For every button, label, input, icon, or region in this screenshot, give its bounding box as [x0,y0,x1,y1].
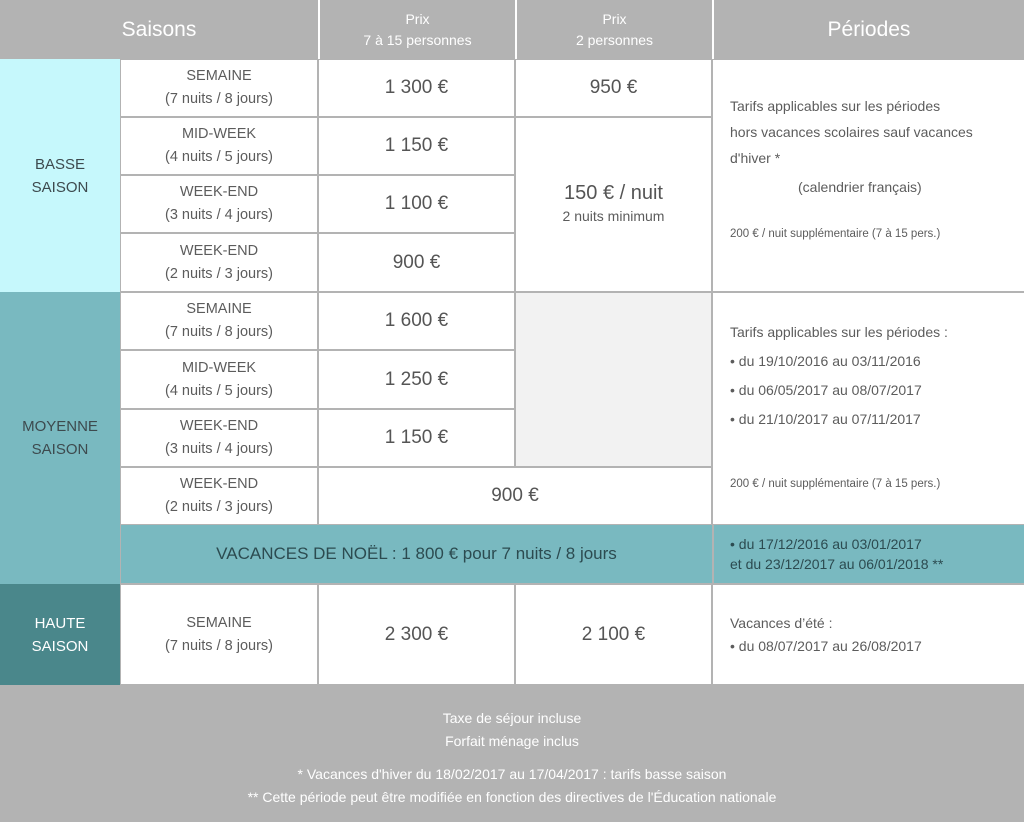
formula-type: SEMAINE [186,68,252,84]
formula-type: SEMAINE [186,614,252,631]
noel-periods [714,525,1024,583]
price-value: 900 € [491,485,539,506]
price-value: 2 300 € [384,623,449,645]
extra-night-note: 200 € / nuit supplémentaire (7 à 15 pers.) [730,228,941,240]
cleaning-note: Forfait ménage inclus [445,733,579,749]
basse-row1-formula [121,60,317,116]
basse-price2-per-night [516,118,711,291]
season-haute-line2: SAISON [31,637,89,655]
season-haute [0,584,120,685]
formula-type: MID-WEEK [181,126,257,142]
moyenne-row3-price1 [319,410,514,466]
header-prix-couple [517,0,712,59]
formula-type: WEEK-END [179,242,259,259]
header-prix-group-line1: Prix [405,10,430,27]
price-value: 1 600 € [384,310,449,331]
price-per-night: 150 € / nuit [564,181,663,204]
season-basse-line1: BASSE [34,155,86,173]
season-basse-line2: SAISON [31,178,89,196]
header-prix-group [320,0,515,59]
price-value: 1 150 € [384,135,449,156]
basse-row2-price1 [319,118,514,174]
header-saisons [0,0,318,59]
season-moyenne [0,292,120,584]
formula-duration: (4 nuits / 5 jours) [165,149,273,165]
header-saisons-label: Saisons [121,17,197,41]
period-line: hors vacances scolaires sauf vacances [730,124,973,140]
moyenne-row3-formula [121,410,317,466]
price-value: 2 100 € [581,623,646,645]
noel-label: VACANCES DE NOËL : 1 800 € pour 7 nuits / 8 jours [216,544,617,563]
formula-duration: (7 nuits / 8 jours) [165,91,273,107]
header-periodes [714,0,1024,59]
price-value: 1 100 € [384,193,449,214]
haute-price1 [319,585,514,684]
formula-type: WEEK-END [179,184,259,200]
moyenne-row1-price1 [319,293,514,349]
footer-notes [0,762,1024,810]
basse-row4-formula [121,234,317,291]
price-value: 1 150 € [384,427,449,448]
basse-periods [713,60,1024,291]
noel-period-item: • du 17/12/2016 au 03/01/2017 [730,534,1024,554]
formula-duration: (7 nuits / 8 jours) [165,324,273,340]
header-prix-couple-line1: Prix [602,10,627,27]
basse-row3-price1 [319,176,514,232]
basse-row4-price1 [319,234,514,291]
price-value: 950 € [589,77,638,98]
price-value: 1 250 € [384,368,449,390]
formula-type: WEEK-END [179,418,259,434]
basse-row1-price2 [516,60,711,116]
footnote-education: ** Cette période peut être modifiée en fonction des directives de l'Éducation nationale [247,789,777,805]
formula-type: SEMAINE [186,301,252,317]
extra-night-note: 200 € / nuit supplémentaire (7 à 15 pers.) [730,478,941,490]
moyenne-row2-price1 [319,351,514,408]
formula-duration: (3 nuits / 4 jours) [165,207,273,223]
moyenne-row4-price-merged [319,468,711,524]
moyenne-row4-formula [121,468,317,524]
formula-duration: (3 nuits / 4 jours) [165,441,273,457]
header-prix-couple-line2: 2 personnes [575,31,654,48]
price-value: 900 € [392,251,441,273]
moyenne-row1-formula [121,293,317,349]
haute-periods [713,585,1024,684]
header-periodes-label: Périodes [827,17,911,41]
season-basse [0,59,120,292]
moyenne-row2-formula [121,351,317,408]
basse-row1-price1 [319,60,514,116]
period-item: • du 19/10/2016 au 03/11/2016 [730,347,1024,376]
moyenne-price2-empty [516,293,711,466]
period-item: • du 21/10/2017 au 07/11/2017 [730,405,1024,434]
haute-price2 [516,585,711,684]
price-value: 1 300 € [384,77,449,98]
calendar-note: (calendrier français) [798,179,922,195]
period-item: • du 08/07/2017 au 26/08/2017 [730,635,1024,658]
formula-duration: (7 nuits / 8 jours) [165,637,273,654]
formula-duration: (4 nuits / 5 jours) [165,382,273,399]
period-item: • du 06/05/2017 au 08/07/2017 [730,376,1024,405]
formula-duration: (2 nuits / 3 jours) [165,265,273,282]
noel-period-item: et du 23/12/2017 au 06/01/2018 ** [730,556,944,572]
moyenne-periods [713,293,1024,524]
basse-row2-formula [121,118,317,174]
season-haute-line1: HAUTE [34,614,86,632]
season-moyenne-line1: MOYENNE [22,418,98,435]
period-line: Tarifs applicables sur les périodes [730,98,941,114]
haute-formula [121,585,317,684]
period-title: Tarifs applicables sur les périodes : [730,324,948,340]
minimum-nights-note: 2 nuits minimum [562,207,665,224]
basse-row3-formula [121,176,317,232]
period-title: Vacances d’été : [730,615,833,631]
period-line: d'hiver * [730,150,781,166]
footnote-winter: * Vacances d'hiver du 18/02/2017 au 17/04/2017 : tarifs basse saison [297,766,727,782]
formula-duration: (2 nuits / 3 jours) [165,499,273,515]
formula-type: WEEK-END [179,476,259,492]
formula-type: MID-WEEK [181,359,257,376]
header-prix-group-line2: 7 à 15 personnes [363,31,472,48]
footer-inclusions [0,706,1024,754]
tax-note: Taxe de séjour incluse [442,710,582,726]
season-moyenne-line2: SAISON [31,441,89,458]
noel-band [121,525,712,583]
